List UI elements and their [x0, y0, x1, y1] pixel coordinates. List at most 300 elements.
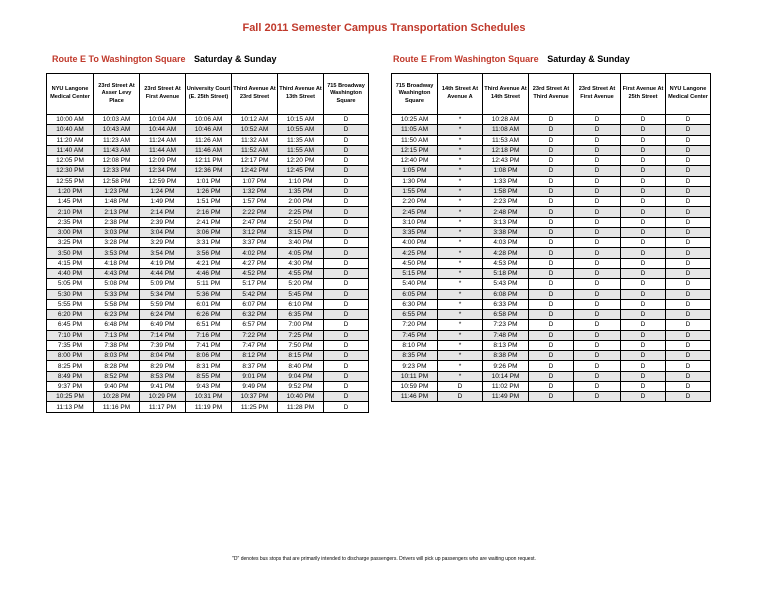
- table-cell: 7:25 PM: [278, 330, 324, 340]
- table-cell: 11:50 AM: [392, 135, 438, 145]
- table-row: [392, 320, 711, 330]
- table-cell: 1:01 PM: [186, 176, 232, 186]
- table-cell: D: [324, 217, 369, 227]
- table-cell: D: [621, 115, 666, 125]
- table-cell: D: [324, 238, 369, 248]
- table-cell: 5:43 PM: [483, 279, 529, 289]
- table-cell: 9:52 PM: [278, 381, 324, 391]
- table-cell: D: [666, 156, 711, 166]
- table-cell: 10:14 PM: [483, 371, 529, 381]
- table-cell: *: [438, 361, 483, 371]
- table-cell: 5:20 PM: [278, 279, 324, 289]
- table-cell: 11:20 AM: [47, 135, 94, 145]
- schedule-table-from-washington-square: [391, 73, 711, 402]
- table-cell: 11:25 PM: [232, 402, 278, 412]
- table-cell: 12:45 PM: [278, 166, 324, 176]
- table-row: [47, 310, 369, 320]
- table-cell: D: [621, 125, 666, 135]
- table-cell: 8:25 PM: [47, 361, 94, 371]
- table-cell: D: [574, 268, 621, 278]
- table-cell: D: [324, 289, 369, 299]
- table-cell: 10:44 AM: [140, 125, 186, 135]
- table-cell: 10:55 AM: [278, 125, 324, 135]
- table-cell: 10:15 AM: [278, 115, 324, 125]
- table-cell: D: [529, 330, 574, 340]
- table-cell: 7:39 PM: [140, 340, 186, 350]
- table-row: [47, 125, 369, 135]
- table-cell: 7:35 PM: [47, 340, 94, 350]
- table-cell: D: [574, 217, 621, 227]
- table-cell: 3:40 PM: [278, 238, 324, 248]
- table-row: [47, 186, 369, 196]
- table-cell: 12:30 PM: [47, 166, 94, 176]
- table-cell: 11:02 PM: [483, 381, 529, 391]
- table-cell: 9:04 PM: [278, 371, 324, 381]
- table-cell: *: [438, 268, 483, 278]
- table-cell: D: [438, 392, 483, 402]
- table-cell: *: [438, 156, 483, 166]
- table-cell: D: [529, 156, 574, 166]
- column-header: 23rd Street At First Avenue: [574, 74, 621, 115]
- column-header: University Court (E. 25th Street): [186, 74, 232, 115]
- table-cell: D: [529, 207, 574, 217]
- table-cell: 8:40 PM: [278, 361, 324, 371]
- table-cell: 8:15 PM: [278, 351, 324, 361]
- table-cell: D: [324, 299, 369, 309]
- table-cell: 11:17 PM: [140, 402, 186, 412]
- table-cell: *: [438, 340, 483, 350]
- table-cell: 3:04 PM: [140, 227, 186, 237]
- table-row: [392, 115, 711, 125]
- table-cell: *: [438, 248, 483, 258]
- table-cell: D: [324, 351, 369, 361]
- table-cell: 3:25 PM: [47, 238, 94, 248]
- table-cell: D: [529, 258, 574, 268]
- table-cell: 11:46 AM: [186, 145, 232, 155]
- table-cell: 11:13 PM: [47, 402, 94, 412]
- column-header: First Avenue At 25th Street: [621, 74, 666, 115]
- table-cell: 2:38 PM: [94, 217, 140, 227]
- table-cell: D: [621, 351, 666, 361]
- table-cell: 6:48 PM: [94, 320, 140, 330]
- table-row: [47, 217, 369, 227]
- column-header: NYU Langone Medical Center: [666, 74, 711, 115]
- table-cell: D: [621, 361, 666, 371]
- table-cell: D: [529, 238, 574, 248]
- table-cell: 1:32 PM: [232, 186, 278, 196]
- table-row: [47, 248, 369, 258]
- table-cell: 2:22 PM: [232, 207, 278, 217]
- table-cell: 4:40 PM: [47, 268, 94, 278]
- column-header: 715 Broadway Washington Square: [392, 74, 438, 115]
- table-cell: 7:16 PM: [186, 330, 232, 340]
- table-cell: D: [324, 186, 369, 196]
- table-cell: D: [574, 299, 621, 309]
- table-cell: 3:38 PM: [483, 227, 529, 237]
- table-row: [47, 299, 369, 309]
- table-row: [392, 197, 711, 207]
- table-cell: D: [574, 176, 621, 186]
- page-title: Fall 2011 Semester Campus Transportation Schedules: [242, 22, 526, 34]
- table-cell: D: [324, 361, 369, 371]
- table-cell: 2:25 PM: [278, 207, 324, 217]
- table-cell: D: [324, 248, 369, 258]
- table-cell: 6:20 PM: [47, 310, 94, 320]
- table-cell: 1:51 PM: [186, 197, 232, 207]
- table-cell: D: [666, 135, 711, 145]
- table-cell: 6:23 PM: [94, 310, 140, 320]
- left-days: Saturday & Sunday: [194, 54, 277, 64]
- table-cell: 7:10 PM: [47, 330, 94, 340]
- table-cell: D: [324, 207, 369, 217]
- table-row: [47, 268, 369, 278]
- table-cell: 5:09 PM: [140, 279, 186, 289]
- table-cell: D: [574, 227, 621, 237]
- table-cell: D: [621, 392, 666, 402]
- table-row: [392, 135, 711, 145]
- table-cell: 3:31 PM: [186, 238, 232, 248]
- table-cell: D: [666, 351, 711, 361]
- right-days: Saturday & Sunday: [547, 54, 630, 64]
- table-cell: D: [574, 156, 621, 166]
- table-cell: D: [324, 268, 369, 278]
- table-cell: 3:10 PM: [392, 217, 438, 227]
- table-cell: D: [529, 381, 574, 391]
- table-cell: D: [324, 125, 369, 135]
- table-cell: *: [438, 207, 483, 217]
- table-cell: 2:14 PM: [140, 207, 186, 217]
- table-cell: D: [621, 248, 666, 258]
- table-cell: D: [621, 156, 666, 166]
- table-cell: 11:26 AM: [186, 135, 232, 145]
- table-cell: *: [438, 289, 483, 299]
- table-cell: D: [574, 248, 621, 258]
- table-cell: 4:43 PM: [94, 268, 140, 278]
- table-cell: 7:20 PM: [392, 320, 438, 330]
- table-row: [392, 381, 711, 391]
- table-cell: 6:07 PM: [232, 299, 278, 309]
- table-cell: 7:41 PM: [186, 340, 232, 350]
- table-cell: D: [529, 320, 574, 330]
- table-cell: D: [666, 227, 711, 237]
- table-cell: D: [574, 371, 621, 381]
- table-cell: D: [324, 115, 369, 125]
- table-cell: D: [574, 135, 621, 145]
- table-cell: 5:34 PM: [140, 289, 186, 299]
- table-cell: 9:43 PM: [186, 381, 232, 391]
- table-cell: 1:07 PM: [232, 176, 278, 186]
- table-cell: 8:49 PM: [47, 371, 94, 381]
- table-cell: 6:55 PM: [392, 310, 438, 320]
- table-cell: D: [666, 186, 711, 196]
- table-cell: D: [666, 258, 711, 268]
- table-cell: 3:28 PM: [94, 238, 140, 248]
- table-cell: 11:35 AM: [278, 135, 324, 145]
- schedule-table-to-washington-square: [46, 73, 369, 413]
- table-cell: 1:08 PM: [483, 166, 529, 176]
- table-cell: D: [621, 299, 666, 309]
- table-cell: D: [666, 166, 711, 176]
- table-cell: 3:53 PM: [94, 248, 140, 258]
- table-cell: *: [438, 371, 483, 381]
- table-row: [47, 166, 369, 176]
- table-cell: 12:55 PM: [47, 176, 94, 186]
- table-cell: D: [574, 145, 621, 155]
- table-cell: D: [574, 320, 621, 330]
- table-cell: D: [529, 340, 574, 350]
- table-row: [392, 207, 711, 217]
- table-cell: 4:52 PM: [232, 268, 278, 278]
- table-cell: 9:40 PM: [94, 381, 140, 391]
- table-cell: 8:10 PM: [392, 340, 438, 350]
- table-row: [392, 145, 711, 155]
- table-cell: 9:41 PM: [140, 381, 186, 391]
- table-cell: 3:06 PM: [186, 227, 232, 237]
- table-cell: 3:12 PM: [232, 227, 278, 237]
- table-row: [392, 351, 711, 361]
- table-cell: D: [324, 371, 369, 381]
- table-cell: 6:32 PM: [232, 310, 278, 320]
- table-cell: 4:55 PM: [278, 268, 324, 278]
- table-cell: 10:46 AM: [186, 125, 232, 135]
- table-row: [47, 156, 369, 166]
- table-cell: D: [621, 166, 666, 176]
- table-cell: *: [438, 258, 483, 268]
- table-row: [47, 279, 369, 289]
- table-cell: 9:49 PM: [232, 381, 278, 391]
- table-cell: 4:53 PM: [483, 258, 529, 268]
- column-header: 23rd Street At Asser Levy Place: [94, 74, 140, 115]
- table-cell: D: [666, 268, 711, 278]
- table-cell: 10:11 PM: [392, 371, 438, 381]
- table-cell: D: [666, 299, 711, 309]
- table-cell: 1:58 PM: [483, 186, 529, 196]
- table-cell: D: [574, 238, 621, 248]
- table-cell: 12:17 PM: [232, 156, 278, 166]
- table-cell: D: [324, 227, 369, 237]
- table-cell: 7:45 PM: [392, 330, 438, 340]
- table-cell: 4:50 PM: [392, 258, 438, 268]
- table-cell: 2:50 PM: [278, 217, 324, 227]
- table-header-row: [47, 74, 369, 115]
- table-cell: 3:50 PM: [47, 248, 94, 258]
- table-cell: 8:03 PM: [94, 351, 140, 361]
- table-cell: D: [574, 340, 621, 350]
- column-header: 715 Broadway Washington Square: [324, 74, 369, 115]
- table-cell: *: [438, 217, 483, 227]
- table-cell: 1:20 PM: [47, 186, 94, 196]
- column-header: NYU Langone Medical Center: [47, 74, 94, 115]
- table-cell: 10:52 AM: [232, 125, 278, 135]
- table-cell: D: [666, 381, 711, 391]
- table-cell: D: [324, 135, 369, 145]
- table-cell: 8:53 PM: [140, 371, 186, 381]
- table-cell: 7:48 PM: [483, 330, 529, 340]
- table-cell: 6:58 PM: [483, 310, 529, 320]
- table-cell: 6:08 PM: [483, 289, 529, 299]
- table-cell: 10:04 AM: [140, 115, 186, 125]
- table-cell: 11:24 AM: [140, 135, 186, 145]
- table-cell: 8:04 PM: [140, 351, 186, 361]
- table-cell: D: [324, 340, 369, 350]
- table-cell: D: [529, 268, 574, 278]
- table-cell: D: [621, 145, 666, 155]
- table-row: [392, 310, 711, 320]
- table-row: [392, 238, 711, 248]
- table-cell: 2:23 PM: [483, 197, 529, 207]
- table-cell: D: [621, 227, 666, 237]
- table-cell: 2:35 PM: [47, 217, 94, 227]
- table-row: [47, 145, 369, 155]
- table-cell: D: [666, 320, 711, 330]
- table-row: [47, 330, 369, 340]
- table-cell: 4:15 PM: [47, 258, 94, 268]
- table-cell: 8:12 PM: [232, 351, 278, 361]
- table-cell: D: [574, 289, 621, 299]
- table-cell: 3:37 PM: [232, 238, 278, 248]
- table-cell: 1:48 PM: [94, 197, 140, 207]
- table-cell: *: [438, 176, 483, 186]
- table-cell: *: [438, 320, 483, 330]
- table-cell: *: [438, 330, 483, 340]
- table-cell: 10:25 PM: [47, 392, 94, 402]
- table-cell: *: [438, 186, 483, 196]
- table-row: [392, 299, 711, 309]
- table-cell: D: [324, 392, 369, 402]
- table-cell: D: [621, 371, 666, 381]
- table-cell: 10:12 AM: [232, 115, 278, 125]
- table-cell: 2:20 PM: [392, 197, 438, 207]
- table-cell: 4:44 PM: [140, 268, 186, 278]
- table-cell: D: [574, 197, 621, 207]
- table-cell: 12:09 PM: [140, 156, 186, 166]
- table-cell: D: [529, 176, 574, 186]
- table-row: [47, 320, 369, 330]
- column-header: 23rd Street At Third Avenue: [529, 74, 574, 115]
- table-cell: 5:45 PM: [278, 289, 324, 299]
- table-cell: D: [666, 125, 711, 135]
- table-cell: 10:37 PM: [232, 392, 278, 402]
- table-row: [392, 268, 711, 278]
- table-cell: 4:21 PM: [186, 258, 232, 268]
- table-cell: 4:19 PM: [140, 258, 186, 268]
- table-cell: 8:00 PM: [47, 351, 94, 361]
- table-cell: D: [529, 135, 574, 145]
- table-cell: 4:28 PM: [483, 248, 529, 258]
- table-cell: 11:28 PM: [278, 402, 324, 412]
- table-cell: 6:10 PM: [278, 299, 324, 309]
- table-cell: D: [621, 279, 666, 289]
- table-cell: D: [324, 197, 369, 207]
- table-cell: 2:00 PM: [278, 197, 324, 207]
- table-cell: D: [666, 310, 711, 320]
- table-cell: D: [529, 166, 574, 176]
- table-cell: 5:36 PM: [186, 289, 232, 299]
- table-cell: 8:37 PM: [232, 361, 278, 371]
- table-cell: 4:18 PM: [94, 258, 140, 268]
- table-cell: 12:05 PM: [47, 156, 94, 166]
- table-cell: 11:40 AM: [47, 145, 94, 155]
- table-cell: D: [574, 279, 621, 289]
- footnote: "D" denotes bus stops that are primarily intended to discharge passengers. Drivers will pick up passengers who are waiting upon request.: [232, 556, 536, 562]
- table-cell: *: [438, 135, 483, 145]
- table-cell: 1:45 PM: [47, 197, 94, 207]
- table-cell: 12:11 PM: [186, 156, 232, 166]
- table-cell: 6:30 PM: [392, 299, 438, 309]
- table-row: [47, 289, 369, 299]
- table-cell: 8:38 PM: [483, 351, 529, 361]
- table-cell: 9:26 PM: [483, 361, 529, 371]
- table-cell: *: [438, 197, 483, 207]
- table-cell: *: [438, 299, 483, 309]
- table-row: [47, 371, 369, 381]
- table-cell: D: [574, 310, 621, 320]
- table-cell: 11:44 AM: [140, 145, 186, 155]
- table-cell: 11:19 PM: [186, 402, 232, 412]
- table-cell: D: [529, 217, 574, 227]
- table-cell: D: [574, 115, 621, 125]
- table-row: [392, 125, 711, 135]
- table-cell: 4:00 PM: [392, 238, 438, 248]
- table-cell: 5:30 PM: [47, 289, 94, 299]
- table-cell: 8:55 PM: [186, 371, 232, 381]
- table-cell: D: [529, 186, 574, 196]
- table-row: [392, 217, 711, 227]
- table-cell: 10:06 AM: [186, 115, 232, 125]
- table-cell: 10:00 AM: [47, 115, 94, 125]
- table-cell: 12:58 PM: [94, 176, 140, 186]
- table-cell: 1:24 PM: [140, 186, 186, 196]
- table-cell: 8:13 PM: [483, 340, 529, 350]
- table-row: [47, 227, 369, 237]
- table-cell: D: [621, 258, 666, 268]
- table-row: [392, 227, 711, 237]
- table-row: [392, 279, 711, 289]
- table-header-row: [392, 74, 711, 115]
- table-cell: 1:35 PM: [278, 186, 324, 196]
- table-cell: D: [621, 320, 666, 330]
- table-cell: D: [621, 310, 666, 320]
- table-cell: D: [574, 351, 621, 361]
- table-cell: 6:49 PM: [140, 320, 186, 330]
- table-cell: 7:50 PM: [278, 340, 324, 350]
- table-row: [392, 186, 711, 196]
- table-cell: 5:05 PM: [47, 279, 94, 289]
- table-cell: D: [529, 197, 574, 207]
- right-route-name: Route E From Washington Square: [393, 54, 539, 64]
- table-cell: 7:47 PM: [232, 340, 278, 350]
- table-cell: 1:05 PM: [392, 166, 438, 176]
- table-cell: D: [529, 279, 574, 289]
- left-route-name: Route E To Washington Square: [52, 54, 186, 64]
- table-cell: D: [666, 340, 711, 350]
- table-cell: 5:08 PM: [94, 279, 140, 289]
- table-cell: 12:34 PM: [140, 166, 186, 176]
- table-row: [392, 392, 711, 402]
- table-cell: D: [529, 289, 574, 299]
- table-cell: D: [324, 176, 369, 186]
- table-cell: D: [621, 135, 666, 145]
- table-cell: D: [666, 238, 711, 248]
- table-cell: D: [324, 402, 369, 412]
- table-cell: D: [324, 166, 369, 176]
- table-cell: D: [574, 258, 621, 268]
- table-cell: 2:47 PM: [232, 217, 278, 227]
- table-row: [47, 197, 369, 207]
- table-cell: 7:00 PM: [278, 320, 324, 330]
- table-cell: 5:18 PM: [483, 268, 529, 278]
- table-cell: 11:49 PM: [483, 392, 529, 402]
